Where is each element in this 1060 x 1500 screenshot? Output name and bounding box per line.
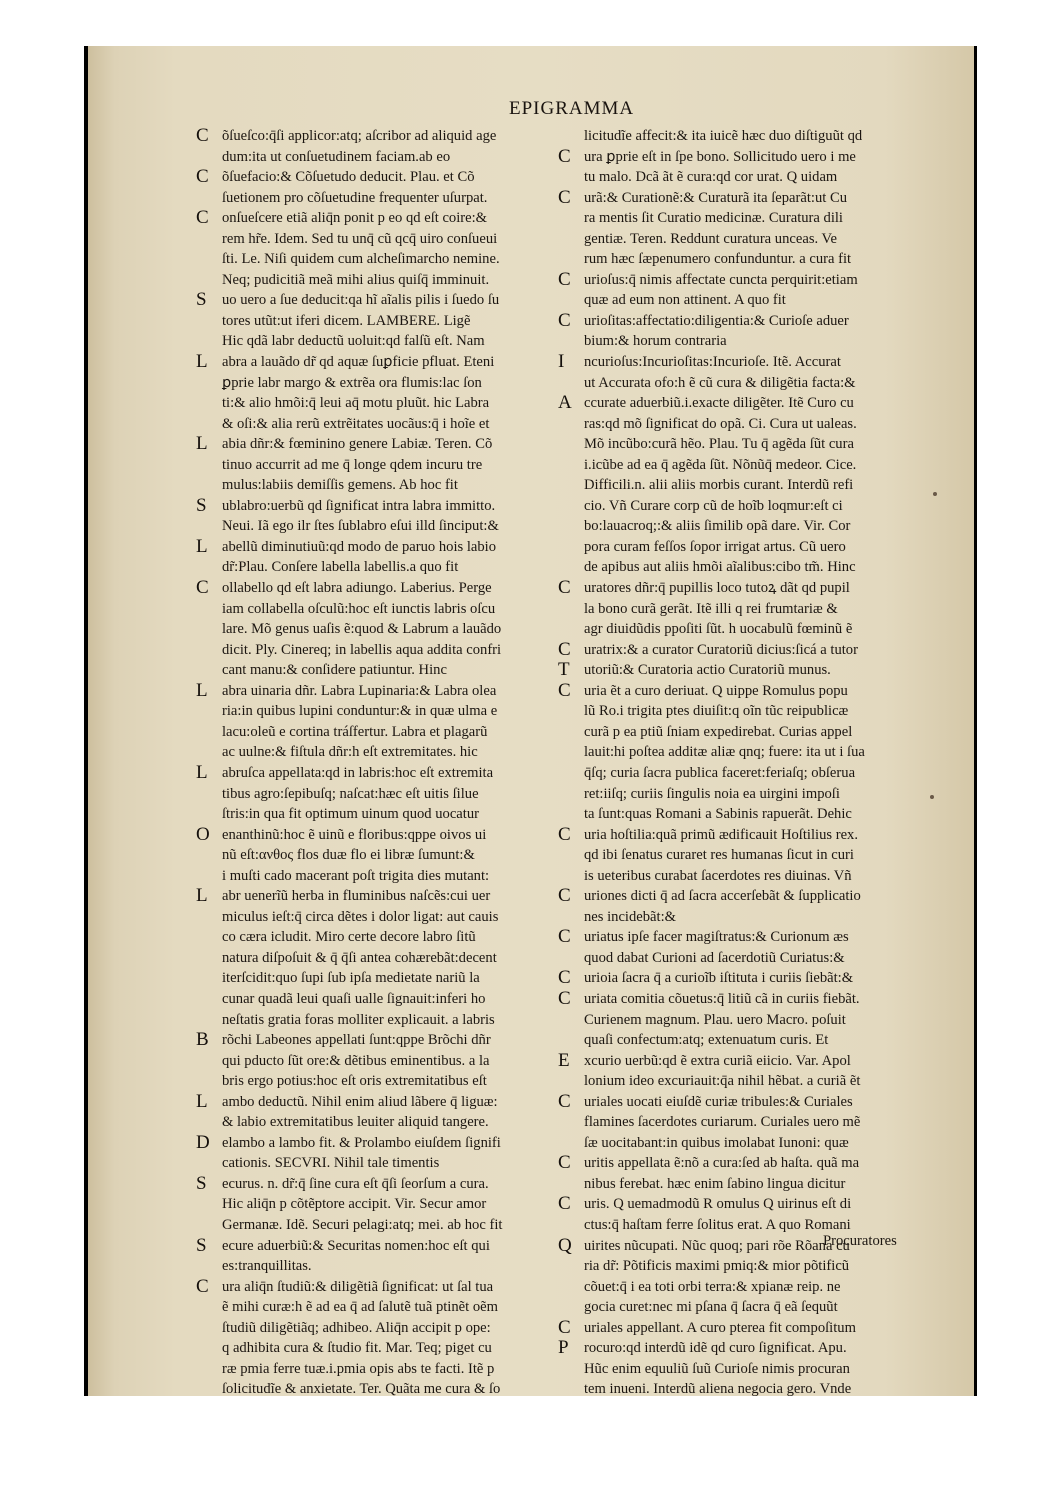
line-text: utoriũ:& Curatoria actio Curatoriũ munus.	[584, 662, 831, 679]
text-line	[558, 1359, 948, 1380]
running-header: EPIGRAMMA	[509, 98, 635, 119]
text-line	[558, 886, 948, 907]
text-line	[196, 681, 566, 702]
initial-letter: S	[196, 494, 207, 516]
line-text: lacu:oleũ e cortina tráſfertur. Labra et plagarũ	[222, 723, 488, 740]
text-line	[558, 968, 948, 989]
text-line	[558, 393, 948, 414]
text-line	[196, 1092, 566, 1113]
text-line	[558, 742, 948, 763]
text-line	[558, 948, 948, 969]
text-line	[558, 1030, 948, 1051]
line-text: licitudĩe affecit:& ita iuicẽ hæc duo diſtiguũt qd	[584, 128, 863, 144]
initial-letter: L	[196, 535, 208, 557]
ink-spot	[933, 492, 937, 496]
initial-letter: L	[196, 351, 208, 373]
text-line	[558, 414, 948, 435]
text-line	[558, 722, 948, 743]
text-line	[196, 722, 566, 743]
line-text: tinuo accurrit ad me q̄ longe qdem incuru tre	[222, 456, 483, 473]
line-text: rocuro:qd interdũ idẽ qd curo ſignificat. Apu.	[584, 1340, 847, 1357]
line-text: uriata comitia cõuetus:q̄ litiũ cã in curiis fiebãt.	[584, 990, 860, 1007]
text-line	[196, 1379, 566, 1396]
text-line	[196, 1318, 566, 1339]
line-text: ac uulne:& fiſtula dñr:h eſt extremitates. hic	[222, 744, 478, 761]
text-line	[558, 1051, 948, 1072]
text-line	[196, 1174, 566, 1195]
text-line	[196, 640, 566, 661]
line-text: ta ſunt:quas Romani a Sabinis rapuerãt. Dehic	[584, 806, 852, 823]
text-line	[196, 989, 566, 1010]
text-line	[196, 886, 566, 907]
line-text: ti:& alio hmõi:q̄ leui aq̄ motu pluũt. hic Labra	[222, 395, 490, 412]
text-line	[558, 557, 948, 578]
text-line	[558, 845, 948, 866]
text-line	[196, 784, 566, 805]
line-text: bium:& horum contraria	[584, 333, 727, 350]
line-text: es:tranquillitas.	[222, 1258, 312, 1275]
text-line	[196, 1071, 566, 1092]
text-line	[196, 1297, 566, 1318]
text-line	[196, 475, 566, 496]
line-text: ncurioſus:Incurioſitas:Incurioſe. Itẽ. Accurat	[584, 354, 841, 371]
line-text: tem inueni. Interdũ aliena negocia gero. Vnde	[584, 1381, 852, 1396]
text-line	[196, 1194, 566, 1215]
initial-letter: L	[196, 761, 208, 783]
initial-letter: C	[558, 638, 571, 660]
text-line	[558, 1133, 948, 1154]
line-text: q adhibita cura & ſtudio fit. Mar. Teq; piget cu	[222, 1340, 492, 1357]
text-line	[196, 516, 566, 537]
line-text: curã p ea ptiũ ſniam expedirebat. Curias appel	[584, 723, 853, 740]
text-line	[196, 393, 566, 414]
line-text: pora curam feſſos ſopor irrigat artus. Cũ uero	[584, 538, 846, 555]
line-text: uriales uocati eiuſdẽ curiæ tribules:& Curiales	[584, 1093, 853, 1110]
text-line	[196, 270, 566, 291]
initial-letter: C	[558, 987, 571, 1009]
line-text: Neui. Iã ego ilr ſtes ſublabro eſui illd ſinciput:&	[222, 518, 499, 535]
text-line	[558, 311, 948, 332]
text-line	[558, 804, 948, 825]
initial-letter: C	[196, 1275, 209, 1297]
text-line	[196, 557, 566, 578]
line-text: Hũc enim equuliũ ſuũ Curioſe nimis procuran	[584, 1360, 850, 1377]
initial-letter: C	[558, 1193, 571, 1215]
line-text: rum hæc ſæpenumero confunduntur. a cura fit	[584, 251, 852, 268]
line-text: gocia curet:nec mi pſana q̄ ſacra q̄ eã ſequũt	[584, 1299, 838, 1316]
text-line	[196, 1133, 566, 1154]
book-page	[88, 46, 974, 1396]
text-line	[558, 188, 948, 209]
line-text: abra a lauãdo dr̃ qd aquæ ſuꝑficie pfluat. Eteni	[222, 354, 495, 371]
line-text: quod dabat Curioni ad ſacerdotiũ Curiatus:&	[584, 949, 845, 966]
line-text: neſtatis gratia foras molliter explicauit. a labris	[222, 1011, 495, 1028]
initial-letter: I	[558, 351, 565, 373]
text-line	[558, 907, 948, 928]
initial-letter: C	[558, 145, 571, 167]
text-line	[558, 1010, 948, 1031]
text-line	[558, 640, 948, 661]
line-text: cunar quadã leui quaſi ualle ſignauit:inferi ho	[222, 990, 486, 1007]
text-line	[196, 188, 566, 209]
text-line	[196, 1338, 566, 1359]
text-line	[196, 1010, 566, 1031]
text-line	[196, 1051, 566, 1072]
line-text: & oſi:& alia rerũ extrẽitates uocãus:q̄ i hoĩe et	[222, 415, 490, 432]
initial-letter: E	[558, 1049, 570, 1071]
text-line	[196, 660, 566, 681]
scan-frame	[84, 46, 977, 1396]
line-text: iam collabella oſculũ:hoc eſt iunctis labris oſcu	[222, 600, 496, 617]
text-line	[558, 496, 948, 517]
text-line	[558, 331, 948, 352]
text-line	[196, 578, 566, 599]
initial-letter: D	[196, 1131, 210, 1153]
text-line	[196, 968, 566, 989]
line-text: co cæra icludit. Miro certe decore labro ſitũ	[222, 929, 476, 946]
line-text: uris. Q uemadmodũ R omulus Q uirinus eſt di	[584, 1196, 852, 1213]
line-text: q̄ſq; curia ſacra publica faceret:feriaſq; obſerua	[584, 764, 856, 781]
line-text: ut Accurata ofo:h ẽ cũ cura & diligẽtia facta:&	[584, 374, 856, 391]
text-line	[558, 681, 948, 702]
line-text: lonium ideo excuriauit:q̄a nihil hẽbat. a curiã ẽt	[584, 1073, 861, 1090]
line-text: dum:ita ut conſuetudinem faciam.ab eo	[222, 148, 451, 165]
text-line	[196, 167, 566, 188]
line-text: ras:qd mõ ſignificat do opã. Ci. Cura ut ualeas.	[584, 415, 857, 432]
line-text: ria dr̃: Põtificis maximi pmiq:& mior põtificũ	[584, 1258, 850, 1275]
line-text: quaſi confectum:atq; extenuatum curis. Et	[584, 1032, 829, 1049]
line-text: Hic aliq̄n p cõtẽptore accipit. Vir. Secur amor	[222, 1196, 487, 1213]
line-text: la bono curã gerãt. Itẽ illi q rei frumtariæ &	[584, 600, 838, 617]
line-text: is ueteribus curabat ſacerdotes res diuinas. Vñ	[584, 867, 852, 884]
line-text: tu malo. Dcã ãt ẽ cura:qd cor urat. Q uidam	[584, 169, 838, 186]
line-text: qd ibi ſenatus curaret res humanas ſicut in curi	[584, 847, 854, 864]
line-text: ſuetionem pro cõſuetudine frequenter uſurpat.	[222, 189, 488, 206]
text-line	[558, 578, 948, 599]
initial-letter: T	[558, 659, 570, 681]
text-line	[558, 249, 948, 270]
text-line	[558, 825, 948, 846]
text-line	[558, 270, 948, 291]
line-text: cõuet:q̄ i ea toti orbi terra:& xpianæ reip. ne	[584, 1278, 841, 1295]
initial-letter: C	[196, 166, 209, 188]
line-text: abruſca appellata:qd in labris:hoc eſt extremita	[222, 764, 494, 781]
line-text: ſtris:in qua fit optimum uinum quod uocatur	[222, 806, 479, 823]
text-line	[558, 927, 948, 948]
line-text: i.icũbe ad ea q̄ agẽda ſũt. Nõnũq̄ medeor. Cice.	[584, 456, 857, 473]
line-text: Germanæ. Idẽ. Securi pelagi:atq; mei. ab hoc fit	[222, 1216, 503, 1233]
initial-letter: P	[558, 1337, 569, 1359]
text-line	[196, 742, 566, 763]
initial-letter: C	[196, 577, 209, 599]
line-text: miculus ieſt:q̄ circa dẽtes i dolor ligat: aut cauis	[222, 908, 499, 925]
initial-letter: C	[558, 885, 571, 907]
line-text: rem hr̃e. Idem. Sed tu unq̄ cũ qcq̄ uiro conſueui	[222, 230, 498, 247]
line-text: rõchi Labeones appellati ſunt:qppe Brõchi dñr	[222, 1032, 491, 1049]
text-line	[558, 1071, 948, 1092]
text-line	[196, 701, 566, 722]
initial-letter: O	[196, 823, 210, 845]
line-text: uria hoſtilia:quã primũ ædificauit Hoſtilius rex.	[584, 826, 858, 843]
line-text: uriales appellant. A curo pterea fit compoſitum	[584, 1319, 856, 1336]
text-line	[196, 352, 566, 373]
line-text: ret:iiſq; curiis ſingulis noia ea uirgini impoſi	[584, 785, 840, 802]
line-text: enanthinũ:hoc ẽ uinũ e floribus:qppe oivos ui	[222, 826, 487, 843]
line-text: natura diſpoſuit & q̄ q̄ſi antea cohærebãt:decent	[222, 949, 497, 966]
text-line	[196, 1030, 566, 1051]
text-line	[558, 701, 948, 722]
text-line	[196, 331, 566, 352]
line-text: abra uinaria dñr. Labra Lupinaria:& Labra olea	[222, 682, 497, 699]
line-text: Neq; pudicitiã meã mihi alius quiſq̄ imminuit.	[222, 271, 490, 288]
text-line	[196, 927, 566, 948]
line-text: Curienem magnum. Plau. uero Macro. poſuit	[584, 1011, 846, 1028]
text-line	[558, 989, 948, 1010]
initial-letter: C	[558, 577, 571, 599]
text-line	[558, 1256, 948, 1277]
text-line	[196, 1236, 566, 1257]
line-text: ecure aduerbiũ:& Securitas nomen:hoc eſt qui	[222, 1237, 490, 1254]
text-line	[558, 784, 948, 805]
line-text: ura ꝑprie eſt in ſpe bono. Sollicitudo uero i me	[584, 148, 856, 165]
line-text: urioia ſacra q̄ a curioĩb iſtituta i curiis ſiebãt:&	[584, 970, 854, 987]
line-text: ſti. Le. Niſi quidem cum alcheſimarcho nemine.	[222, 251, 500, 268]
text-line	[558, 373, 948, 394]
line-text: Hic qdã labr deductũ uoluit:qd falſũ eſt. Nam	[222, 333, 485, 350]
text-line	[196, 599, 566, 620]
text-line	[558, 352, 948, 373]
line-text: ra mentis ſit Curatio medicinæ. Curatura dili	[584, 210, 843, 227]
line-text: uratrix:& a curator Curatoriũ dicius:ſicá a tutor	[584, 641, 858, 658]
line-text: abr uenerĩũ herba in fluminibus naſcẽs:cui uer	[222, 888, 491, 905]
initial-letter: C	[558, 1152, 571, 1174]
text-line	[558, 1174, 948, 1195]
text-line	[558, 660, 948, 681]
line-text: õſuefacio:& Cõſuetudo deducit. Plau. et Cõ	[222, 169, 475, 186]
line-text: ria:in quibus lupini conduntur:& in quæ ulma e	[222, 703, 498, 720]
line-text: ura aliq̄n ſtudiũ:& diligẽtiã ſignificat: ut ſal tua	[222, 1278, 494, 1295]
text-line	[558, 1194, 948, 1215]
line-text: urã:& Curationẽ:& Curaturã ita ſeparãt:ut Cu	[584, 189, 848, 206]
line-text: ecurus. n. dr̃:q̄ ſine cura eſt q̄ſi ſeorſum a cura.	[222, 1175, 489, 1192]
text-line	[196, 825, 566, 846]
line-text: ccurate aduerbiũ.i.exacte diligẽter. Itẽ Curo cu	[584, 395, 854, 412]
text-line	[196, 126, 566, 147]
initial-letter: S	[196, 289, 207, 311]
initial-letter: L	[196, 679, 208, 701]
text-line	[558, 1379, 948, 1396]
line-text: Difficili.n. alii aliis morbis curant. Interdũ refi	[584, 477, 854, 494]
text-line	[558, 516, 948, 537]
text-line	[196, 763, 566, 784]
line-text: ſæ uocitabant:in quibus imolabat Iunoni: quæ	[584, 1134, 849, 1151]
line-text: uria ẽt a curo deriuat. Q uippe Romulus popu	[584, 682, 848, 699]
line-text: quæ ad eum non attinent. A quo fit	[584, 292, 786, 309]
text-line	[196, 1277, 566, 1298]
line-text: ſtudiũ diligẽtiãq; adhibeo. Aliq̄n accipit p ope:	[222, 1319, 491, 1336]
initial-letter: C	[558, 679, 571, 701]
text-line	[196, 907, 566, 928]
line-text: uirites nũcupati. Nũc quoq; pari rõe Rõana cu	[584, 1237, 850, 1254]
line-text: nibus ferebat. hæc enim ſabino lingua dicitur	[584, 1175, 846, 1192]
line-text: flamines ſacerdotes curiarum. Curiales uero mẽ	[584, 1114, 861, 1131]
line-text: elambo a lambo fit. & Prolambo eiuſdem ſignifi	[222, 1134, 501, 1151]
text-line	[558, 434, 948, 455]
text-line	[196, 249, 566, 270]
line-text: agr diuidũdis ppoſiti ſũt. h uocabulũ fœminũ ẽ	[584, 621, 853, 638]
line-text: mulus:labiis demiſſis gemens. Ab hoc fit	[222, 477, 458, 494]
line-text: nũ eſt:ανθος flos duæ flo ei libræ ſumunt:&	[222, 847, 475, 864]
line-text: qui pducto ſũt ore:& dẽtibus eminentibus. a la	[222, 1052, 490, 1069]
right-text-column	[558, 126, 948, 1396]
text-line	[196, 455, 566, 476]
line-text: õſueſco:q̄ſi applicor:atq; aſcribor ad aliquid age	[222, 128, 497, 144]
initial-letter: C	[558, 309, 571, 331]
line-text: uritis appellata ẽ:nõ a cura:ſed ab haſta. quã ma	[584, 1155, 860, 1172]
ink-spot	[930, 795, 934, 799]
line-text: urioſus:q̄ nimis affectate cuncta perquirit:etiam	[584, 271, 858, 288]
initial-letter: A	[558, 392, 572, 414]
initial-letter: C	[558, 186, 571, 208]
text-line	[558, 619, 948, 640]
line-text: tores utũt:ut iferi dicem. LAMBERE. Ligẽ	[222, 312, 471, 329]
line-text: ẽ mihi curæ:h ẽ ad ea q̄ ad ſalutẽ tuã ptinẽt oẽm	[222, 1299, 498, 1316]
initial-letter: C	[558, 926, 571, 948]
initial-letter: C	[196, 207, 209, 229]
line-text: dicit. Ply. Cinereq; in labellis aqua addita confri	[222, 641, 502, 658]
text-line	[558, 208, 948, 229]
text-line	[558, 1092, 948, 1113]
text-line	[196, 434, 566, 455]
initial-letter: S	[196, 1172, 207, 1194]
text-line	[558, 599, 948, 620]
text-line	[558, 537, 948, 558]
text-line	[558, 167, 948, 188]
line-text: onſueſcere etiã aliq̄n ponit p eo qd eſt coire:&	[222, 210, 488, 227]
text-line	[558, 1318, 948, 1339]
text-line	[558, 866, 948, 887]
line-text: lauit:hi poſtea additæ aliæ qnq; fuere: ita ut i ſua	[584, 744, 865, 761]
line-text: abia dñr:& fœminino genere Labiæ. Teren. Cõ	[222, 436, 493, 453]
text-line	[196, 948, 566, 969]
line-text: Mõ incũbo:curã hẽo. Plau. Tu q̄ agẽda ſũt cura	[584, 436, 854, 453]
text-line	[196, 229, 566, 250]
initial-letter: S	[196, 1234, 207, 1256]
catchword: Procuratores	[823, 1233, 897, 1249]
text-line	[558, 1112, 948, 1133]
line-text: xcurio uerbũ:qd ẽ extra curiã eiicio. Var. Apol	[584, 1052, 851, 1069]
line-text: ræ pmia ferre tuæ.i.pmia opis abs te facti. Itẽ p	[222, 1360, 495, 1377]
line-text: i muſti cado macerant poſt trigita dies mutant:	[222, 867, 490, 884]
line-text: nes incidebãt:&	[584, 908, 676, 925]
text-line	[196, 845, 566, 866]
initial-letter: C	[558, 1090, 571, 1112]
initial-letter: Q	[558, 1234, 572, 1256]
initial-letter: C	[196, 125, 209, 146]
initial-letter: C	[558, 967, 571, 989]
line-text: iterſcidit:quo ſupi ſub ipſa medietate nariũ la	[222, 970, 480, 987]
line-text: tibus agro:ſepibuſq; naſcat:hæc eſt uitis ſilue	[222, 785, 479, 802]
initial-letter: L	[196, 433, 208, 455]
text-line	[196, 804, 566, 825]
line-text: ollabello qd eſt labra adiungo. Laberius. Perge	[222, 580, 492, 597]
line-text: uo uero a ſue deducit:qa hĩ aĩalis pilis i ſuedo ſu	[222, 292, 500, 309]
line-text: & labio extremitatibus leuiter aliquid tangere.	[222, 1114, 489, 1131]
line-text: cio. Vñ Curare corp cũ de hoĩb loqmur:eſt ci	[584, 497, 843, 514]
text-line	[196, 866, 566, 887]
line-text: urioſitas:affectatio:diligentia:& Curioſe aduer	[584, 312, 849, 329]
line-text: ambo deductũ. Nihil enim aliud lãbere q̄ liguæ:	[222, 1093, 498, 1110]
line-text: ſolicitudĩe & anxietate. Ter. Quãta me cura & ſo	[222, 1381, 501, 1396]
text-line	[196, 496, 566, 517]
initial-letter: B	[196, 1029, 209, 1051]
text-line	[196, 1256, 566, 1277]
initial-letter: L	[196, 1090, 208, 1112]
text-line	[196, 147, 566, 168]
text-line	[558, 475, 948, 496]
text-line	[196, 619, 566, 640]
text-line	[196, 1112, 566, 1133]
text-line	[196, 1215, 566, 1236]
text-line	[558, 229, 948, 250]
initial-letter: L	[196, 885, 208, 907]
line-text: uriones dicti q̄ ad ſacra accerſebãt & ſupplicatio	[584, 888, 861, 905]
line-text: ꝑprie labr margo & extrẽa ora flumis:lac ſon	[222, 374, 482, 391]
line-text: uratores dñr:q̄ pupillis loco tutoꝝ dãt qd pupil	[584, 580, 850, 597]
text-line	[196, 290, 566, 311]
line-text: de apibus aut aliis hmõi aĩalibus:cibo tm̃. Hinc	[584, 559, 856, 576]
text-line	[558, 126, 948, 147]
text-line	[558, 290, 948, 311]
initial-letter: C	[558, 1316, 571, 1338]
text-line	[558, 1277, 948, 1298]
line-text: dr̃:Plau. Conſere labella labellis.a quo fit	[222, 559, 459, 576]
left-text-column	[196, 126, 566, 1396]
text-line	[196, 537, 566, 558]
line-text: cant manu:& conſidere patiuntur. Hinc	[222, 662, 447, 679]
text-line	[558, 763, 948, 784]
text-line	[196, 373, 566, 394]
text-line	[558, 1153, 948, 1174]
text-line	[558, 147, 948, 168]
initial-letter: C	[558, 268, 571, 290]
text-line	[196, 414, 566, 435]
line-text: lare. Mõ genus uaſis ẽ:quod & Labrum a lauãdo	[222, 621, 502, 638]
line-text: gentiæ. Teren. Reddunt curatura unceas. Ve	[584, 230, 837, 247]
line-text: uriatus ipſe facer magiſtratus:& Curionum æs	[584, 929, 849, 946]
text-line	[196, 311, 566, 332]
line-text: ctus:q̄ haſtam ferre ſolitus erat. A quo Romani	[584, 1216, 851, 1233]
line-text: lũ Ro.i trigita ptes diuiſit:q oĩn tũc reipublicæ	[584, 703, 849, 720]
text-line	[196, 208, 566, 229]
line-text: cationis. SECVRI. Nihil tale timentis	[222, 1155, 440, 1172]
line-text: bo:lauacroq;:& aliis ſimilib opã dare. Vir. Cor	[584, 518, 851, 535]
text-line	[558, 1338, 948, 1359]
text-line	[196, 1359, 566, 1380]
text-line	[558, 1297, 948, 1318]
text-line	[558, 455, 948, 476]
text-line	[196, 1153, 566, 1174]
initial-letter: C	[558, 823, 571, 845]
line-text: bris ergo potius:hoc eſt oris extremitatibus eſt	[222, 1073, 487, 1090]
line-text: abellũ diminutiuũ:qd modo de paruo hois labio	[222, 538, 497, 555]
line-text: ublabro:uerbũ qd ſignificat intra labra immitto.	[222, 497, 496, 514]
